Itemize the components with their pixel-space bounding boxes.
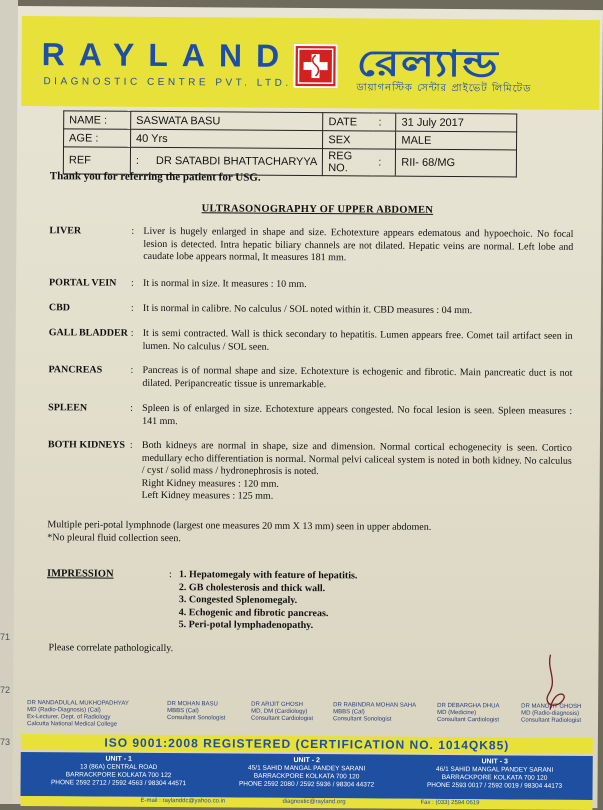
correlate-note: Please correlate pathologically.: [48, 642, 174, 655]
brand-name-bengali: রেল্যান্ড: [356, 43, 500, 86]
finding-text: It is normal in size. It measures : 10 mm.: [143, 277, 307, 291]
doctor-entry: DR NANDADULAL MUKHOPADHYAY MD (Radio-Diagnosis) (Cal) Ex-Lecturer, Dept. of Radiology Calcutta National Medical College: [26, 700, 129, 728]
name-label: NAME :: [64, 111, 131, 129]
doctor-list: [26, 700, 597, 728]
report-title: ULTRASONOGRAPHY OF UPPER ABDOMEN: [201, 203, 434, 216]
doctor-entry: DR ARIJIT GHOSH MD, DM (Cardiology) Consultant Cardiologist: [251, 701, 314, 723]
finding-label: SPLEEN: [48, 402, 88, 414]
impression-list: [179, 569, 358, 633]
finding-text: Spleen is of enlarged in size. Echotexture appears congested. No focal lesion is seen. Spleen measures : 141 mm.: [142, 402, 573, 427]
doctor-entry: DR DEBARGHA DHUA MD (Medicine) Consultant Cardiologist: [437, 702, 500, 724]
sex-label: SEX: [323, 131, 396, 150]
finding-pancreas: PANCREAS : Pancreas is of normal shape and size. Echotexture is echogenic and fibrotic. Main pancreatic duct is not dilated. Peripancreatic tissue is unremarkable.: [48, 364, 568, 368]
left-kidney-measure: Left Kidney measures : 125 mm.: [141, 489, 274, 502]
iso-banner: ISO 9001:2008 REGISTERED (CERTIFICATION NO. 1014QK85): [21, 734, 593, 754]
patient-info-table: [63, 110, 518, 177]
finding-label: CBD: [48, 302, 71, 314]
right-kidney-measure: Right Kidney measures : 120 mm.: [141, 477, 279, 490]
impression-item: 1. Hepatomegaly with feature of hepatitis.: [178, 569, 358, 582]
pleural-note: *No pleural fluid collection seen.: [47, 532, 181, 545]
date-colon: :: [373, 113, 396, 131]
date-label: DATE: [323, 113, 374, 131]
referring-doctor: DR SATABDI BHATTACHARYYA: [151, 147, 323, 175]
finding-text: It is normal in calibre. No calculus / SOL noted within it. CBD measures : 04 mm.: [142, 302, 473, 317]
report-page: RAYLAND DIAGNOSTIC CENTRE PVT. LTD. রেল্যান্ড ডায়াগনস্টিক সেন্টার প্রাইভেট লিমিটেড NAME : SASWATA BASU DATE : 31 July 2017 AGE : 40 Yrs SEX MALE REF : DR SATABDI BHATTACHARYYA REG NO. : RII- 68/MG Thank you for referring the patient for USG. ULTRASONOGRAPHY OF UPPER ABDOMEN LIVER : Liver is hugely enlarged in shape and size. Echotexture appears edematous and hypoechoic. No focal lesion is detected. Intra hepatic biliary channels are not dilated. Hepatic veins are normal. Left lobe and caudate lobe appears normal, It measures 181 mm. PORTAL VEIN : It is normal in size. It measures : 10 mm. CBD : It is normal in calibre. No calculus / SOL noted within it. CBD measures : 04 mm. GALL BLADDER : It is semi contracted. Wall is thick secondary to hepatitis. Lumen appears free. Comet tail artifact seen in lumen. No calculus / SOL seen. PANCREAS : Pancreas is of normal shape and size. Echotexture is echogenic and fibrotic. Main pancreatic duct is not dilated. Peripancreatic tissue is unremarkable. SPLEEN : Spleen is of enlarged in size. Echotexture appears congested. No focal lesion is seen. Spleen measures : 141 mm. BOTH KIDNEYS : Both kidneys are normal in shape, size and dimension. Normal cortical echogenecity is seen. Cortico medullary echo differentiation is normal. Normal pelvi caliceal system is noted in both kidney. No calculus / cyst / solid mass / hydronephrosis is noted. Right Kidney measures : 120 mm. Left Kidney measures : 125 mm. Multiple peri-potal lymphnode (largest one measures 20 mm X 13 mm) seen in upper abdomen. *No pleural fluid collection seen. IMPRESSION : 1. Hepatomegaly with feature of hepatitis. 2. GB cholesterosis and thick wall. 3. Congested Splenomegaly. 4. Echogenic and fibrotic pancreas. 5. Peri-potal lymphadenopathy. Please correlate pathologically. DR NANDADULAL MUKHOPADHYAY MD (Radio-Diagnosis) (Cal) Ex-Lecturer, Dept. of Radiology Calcutta National Medical College DR MOHAN BASU MBBS (Cal) Consultant Sonologist DR ARIJIT GHOSH MD, DM (Cardiology) Consultant Cardiologist DR RABINDRA MOHAN SAHA MBBS (Cal) Consultant Sonologist DR DEBARGHA DHUA MD (Medicine) Consultant Cardiologist DR MANOJIT GHOSH MD (Radio-diagnosis) Consultant Radiologist ISO 9001:2008 REGISTERED (CERTIFICATION NO. 1014QK85) UNIT - 1 13 (86A) CENTRAL ROAD BARRACKPORE KOLKATA 700 122 PHONE 2592 2712 / 2592 4563 / 98304 44571 UNIT - 2 45/1 SAHID MANGAL PANDEY SARANI BARRACKPORE KOLKATA 700 120 PHONE 2592 2080 / 2592 5936 / 98304 44372 UNIT - 3 46/1 SAHID MANGAL PANDEY SARANI BARRACKPORE KOLKATA 700 120 PHONE 2593 0017 / 2592 0019 / 98304 44173 E-mail : raylanddc@yahoo.co.in diagnostic@rayland.org Fax : (033) 2594 0619: [12, 6, 603, 808]
fax-number: Fax : (033) 2594 0619: [420, 799, 480, 807]
finding-label: BOTH KIDNEYS: [47, 439, 125, 451]
ref-colon: :: [130, 147, 151, 174]
finding-text: Pancreas is of normal shape and size. Echotexture is echogenic and fibrotic. Main pancreatic duct is not dilated. Peripancreatic tissue is unremarkable.: [142, 364, 573, 390]
finding-gall-bladder: GALL BLADDER : It is semi contracted. Wall is thick secondary to hepatitis. Lumen appears free. Comet tail artifact seen in lumen. No calculus / SOL seen.: [49, 327, 569, 331]
finding-label: LIVER: [49, 225, 82, 237]
email-primary: E-mail : raylanddc@yahoo.co.in: [140, 797, 226, 805]
impression-label: IMPRESSION: [46, 568, 114, 580]
unit-address: UNIT - 3 46/1 SAHID MANGAL PANDEY SARANI BARRACKPORE KOLKATA 700 120 PHONE 2593 0017 / 2592 0019 / 98304 44173: [426, 758, 563, 790]
thank-you-line: Thank you for referring the patient for USG.: [49, 170, 261, 184]
doctor-entry: DR MANOJIT GHOSH MD (Radio-diagnosis) Consultant Radiologist: [521, 703, 582, 724]
finding-both-kidneys: BOTH KIDNEYS : Both kidneys are normal in shape, size and dimension. Normal cortical echogenecity is seen. Cortico medullary echo differentiation is normal. Normal pelvi caliceal system is noted in both kidney. No calculus / cyst / solid mass / hydronephrosis is noted. Right Kidney measures : 120 mm. Left Kidney measures : 125 mm.: [48, 439, 568, 443]
margin-number: 72: [0, 685, 11, 695]
finding-text: Both kidneys are normal in shape, size and dimension. Normal cortical echogenecity is seen. Cortico medullary echo differentiation is normal. Normal pelvi caliceal system is noted in both kidney. No calculus / cyst / solid mass / hydronephrosis is noted. Right Kidney measures : 120 mm. Left Kidney measures : 125 mm.: [141, 439, 572, 502]
finding-label: GALL BLADDER: [48, 327, 128, 339]
unit-addresses: [20, 752, 592, 800]
margin-number: 71: [0, 632, 11, 642]
lymphnode-note: Multiple peri-potal lymphnode (largest one measures 20 mm X 13 mm) seen in upper abdomen.: [47, 519, 432, 533]
impression-item: 2. GB cholesterosis and thick wall.: [178, 581, 326, 594]
impression-item: 3. Congested Splenomegaly.: [178, 594, 298, 606]
brand-name: RAYLAND: [41, 36, 294, 74]
registration-number: RII- 68/MG: [396, 149, 517, 177]
age-label: AGE :: [64, 129, 131, 147]
finding-liver: LIVER : Liver is hugely enlarged in shape and size. Echotexture appears edematous and hypoechoic. No focal lesion is detected. Intra hepatic biliary channels are not dilated. Hepatic veins are normal. Left lobe and caudate lobe appears normal, It measures 181 mm.: [49, 225, 569, 229]
unit-address: UNIT - 1 13 (86A) CENTRAL ROAD BARRACKPORE KOLKATA 700 122 PHONE 2592 2712 / 2592 4563 / 98304 44571: [50, 755, 187, 788]
finding-text: Liver is hugely enlarged in shape and size. Echotexture appears edematous and hypoechoic. No focal lesion is detected. Intra hepatic biliary channels are not dilated. Hepatic veins are normal. Left lobe and caudate lobe appears normal, It measures 181 mm.: [143, 225, 574, 264]
doctor-entry: DR MOHAN BASU MBBS (Cal) Consultant Sonologist: [167, 701, 226, 722]
impression-item: 5. Peri-potal lymphadenopathy.: [178, 619, 314, 632]
finding-label: PORTAL VEIN: [49, 277, 117, 289]
brand-subtitle: DIAGNOSTIC CENTRE PVT. LTD.: [43, 76, 292, 89]
margin-number: 73: [0, 737, 11, 747]
reg-label: REG NO.: [323, 149, 374, 176]
letterhead: [21, 16, 600, 110]
finding-spleen: SPLEEN : Spleen is of enlarged in size. Echotexture appears congested. No focal lesion is seen. Spleen measures : 141 mm.: [48, 402, 568, 406]
finding-cbd: CBD : It is normal in calibre. No calculus / SOL noted within it. CBD measures : 04 mm.: [49, 302, 569, 306]
patient-sex: MALE: [396, 131, 517, 150]
reg-colon: :: [373, 149, 396, 176]
email-secondary: diagnostic@rayland.org: [282, 798, 346, 806]
finding-label: PANCREAS: [48, 364, 103, 376]
logo-icon: [293, 44, 337, 88]
unit-address: UNIT - 2 45/1 SAHID MANGAL PANDEY SARANI BARRACKPORE KOLKATA 700 120 PHONE 2592 2080 / 2592 5936 / 98304 44372: [238, 756, 375, 789]
finding-text: It is semi contracted. Wall is thick secondary to hepatitis. Lumen appears free. Comet tail artifact seen in lumen. No calculus / SOL seen.: [142, 327, 573, 353]
patient-name: SASWATA BASU: [131, 111, 323, 130]
finding-portal-vein: PORTAL VEIN : It is normal in size. It measures : 10 mm.: [49, 277, 569, 281]
caduceus-icon: [295, 46, 335, 86]
ref-label: REF: [63, 147, 130, 174]
report-date: 31 July 2017: [396, 113, 517, 132]
patient-age: 40 Yrs: [131, 129, 323, 148]
brand-subtitle-bengali: ডায়াগনস্টিক সেন্টার প্রাইভেট লিমিটেড: [356, 82, 532, 95]
impression-item: 4. Echogenic and fibrotic pancreas.: [178, 606, 329, 619]
doctor-entry: DR RABINDRA MOHAN SAHA MBBS (Cal) Consultant Sonologist: [333, 702, 417, 723]
